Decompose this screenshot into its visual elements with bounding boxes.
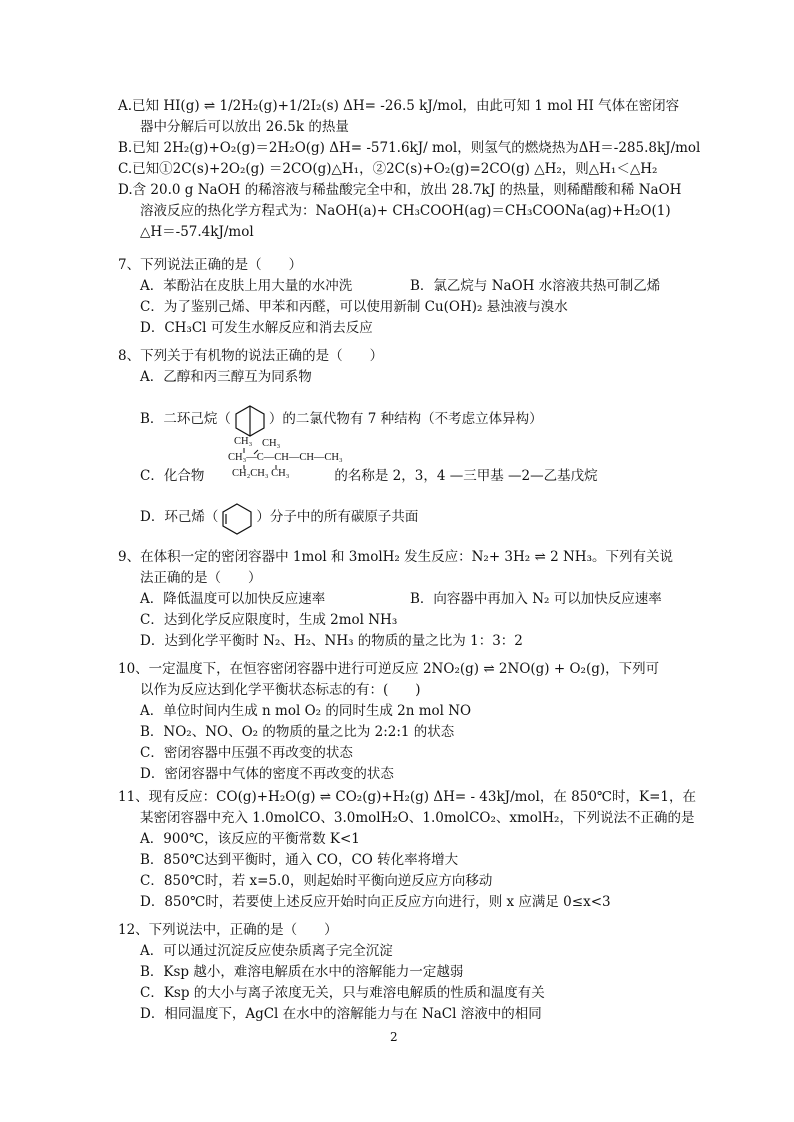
q8-option-b-suffix: ）的二氯代物有 7 种结构（不考虑立体异构） <box>268 411 543 427</box>
question-8 <box>118 346 698 388</box>
q8-option-d-prefix: D．环己烯（ <box>140 509 219 525</box>
page-number: 2 <box>390 1030 398 1044</box>
q9-row-ab <box>118 589 698 610</box>
q6-option-b: B.已知 2H₂(g)+O₂(g)＝2H₂O(g) ΔH= -571.6kJ/ mol，则氢气的燃烧热为ΔH＝-285.8kJ/mol <box>118 140 701 156</box>
q8-option-b-row <box>118 402 698 436</box>
q6-option-a-line2: 器中分解后可以放出 26.5k 的热量 <box>140 119 349 135</box>
q9-option-d: D．达到化学平衡时 N₂、H₂、NH₃ 的物质的量之比为 1：3：2 <box>140 633 523 649</box>
q8-option-d-suffix: ）分子中的所有碳原子共面 <box>256 509 419 525</box>
q8-option-c-prefix: C．化合物 <box>140 468 205 484</box>
question-10 <box>118 659 698 785</box>
q10-option-b: B．NO₂、NO、O₂ 的物质的量之比为 2:2:1 的状态 <box>140 724 455 740</box>
q11-option-a: A．900℃，该反应的平衡常数 K<1 <box>140 831 360 847</box>
q11-stem-line2: 某密闭容器中充入 1.0molCO、3.0molH₂O、1.0molCO₂、xmolH₂，下列说法不正确的是 <box>140 810 695 826</box>
q6-option-d-line3: △H＝-57.4kJ/mol <box>140 224 254 240</box>
q10-stem-line1: 10、一定温度下，在恒容密闭容器中进行可逆反应 2NO₂(g) ⇌ 2NO(g) + O₂(g)，下列可 <box>118 661 660 677</box>
q8-option-b <box>118 402 698 436</box>
q12-option-b: B．Ksp 越小，难溶电解质在水中的溶解能力一定越弱 <box>140 964 464 980</box>
q9-stem-line1: 9、在体积一定的密闭容器中 1mol 和 3molH₂ 发生反应：N₂+ 3H₂ ⇌ 2 NH₃。下列有关说 <box>118 549 673 565</box>
question-6 <box>118 96 701 243</box>
question-11 <box>118 787 698 913</box>
q11-stem-line1: 11、现有反应：CO(g)+H₂O(g) ⇌ CO₂(g)+H₂(g) ΔH= - 43kJ/mol，在 850℃时，K=1，在 <box>118 789 697 805</box>
mol-ch3-top-right: CH₃ <box>262 438 281 449</box>
cyclohexene-structure-icon <box>218 501 256 535</box>
q11-option-d: D．850℃时，若要使上述反应开始时向正反应方向进行，则 x 应满足 0≤x<3 <box>140 894 611 910</box>
question-12 <box>118 920 698 1025</box>
q7-stem: 7、下列说法正确的是（ ） <box>118 257 303 273</box>
bicyclohexane-structure-icon <box>231 403 269 437</box>
q10-option-c: C．密闭容器中压强不再改变的状态 <box>140 745 353 761</box>
q10-stem-line2: 以作为反应达到化学平衡状态标志的有：( ) <box>140 682 421 698</box>
q6-option-a-line1: A.已知 HI(g) ⇌ 1/2H₂(g)+1/2I₂(s) ΔH= -26.5 kJ/mol，由此可知 1 mol HI 气体在密闭容 <box>118 98 680 114</box>
mol-ch3-top: CH₃ <box>234 436 253 447</box>
q9-option-c: C．达到化学反应限度时，生成 2mol NH₃ <box>140 612 398 628</box>
q7-row-ab <box>118 276 698 297</box>
q7-option-b: B．氯乙烷与 NaOH 水溶液共热可制乙烯 <box>410 278 661 294</box>
q12-option-d: D．相同温度下，AgCl 在水中的溶解能力与在 NaCl 溶液中的相同 <box>140 1006 542 1022</box>
q8-option-a: A．乙醇和丙三醇互为同系物 <box>140 369 312 385</box>
q8-stem: 8、下列关于有机物的说法正确的是（ ） <box>118 348 384 364</box>
mol-main-chain: CH₃—C—CH—CH—CH₃ <box>228 452 343 463</box>
q11-option-c: C．850℃时，若 x=5.0，则起始时平衡向逆反应方向移动 <box>140 873 493 889</box>
question-7 <box>118 255 698 339</box>
q9-option-b: B．向容器中再加入 N₂ 可以加快反应速率 <box>410 591 662 607</box>
q8-option-d-row <box>118 500 698 534</box>
mol-substituents: CH₂CH₃ CH₃ <box>232 468 290 479</box>
q6-option-c: C.已知①2C(s)+2O₂(g) ＝2CO(g)△H₁，②2C(s)+O₂(g)=2CO(g) △H₂，则△H₁＜△H₂ <box>118 161 658 177</box>
q7-option-c: C．为了鉴别己烯、甲苯和丙醛，可以使用新制 Cu(OH)₂ 悬浊液与溴水 <box>140 299 568 315</box>
q11-option-b: B．850℃达到平衡时，通入 CO，CO 转化率将增大 <box>140 852 459 868</box>
q7-option-d: D．CH₃Cl 可发生水解反应和消去反应 <box>140 320 373 336</box>
q9-stem-line2: 法正确的是（ ） <box>140 570 262 586</box>
q12-option-c: C．Ksp 的大小与离子浓度无关，只与难溶电解质的性质和温度有关 <box>140 985 545 1001</box>
q8-option-c-suffix: 的名称是 2，3，4 —三甲基 —2—乙基戊烷 <box>334 468 598 484</box>
q8-option-c <box>118 466 698 487</box>
q7-option-a: A．苯酚沾在皮肤上用大量的水冲洗 <box>140 278 353 294</box>
q9-option-a: A．降低温度可以加快反应速率 <box>140 591 326 607</box>
q10-option-d: D．密闭容器中气体的密度不再改变的状态 <box>140 766 394 782</box>
q8-option-d <box>118 500 698 534</box>
q12-option-a: A．可以通过沉淀反应使杂质离子完全沉淀 <box>140 943 393 959</box>
q12-stem: 12、下列说法中，正确的是（ ） <box>118 922 338 938</box>
q8-option-b-prefix: B．二环己烷（ <box>140 411 231 427</box>
q6-option-d-line1: D.含 20.0 g NaOH 的稀溶液与稀盐酸完全中和，放出 28.7kJ 的热量，则稀醋酸和稀 NaOH <box>118 182 682 198</box>
q10-option-a: A．单位时间内生成 n mol O₂ 的同时生成 2n mol NO <box>140 703 472 719</box>
q8-option-c-row <box>118 466 698 487</box>
q6-option-d-line2: 溶液反应的热化学方程式为：NaOH(a)+ CH₃COOH(ag)＝CH₃COONa(ag)+H₂O(1) <box>140 203 671 219</box>
question-9 <box>118 547 698 652</box>
